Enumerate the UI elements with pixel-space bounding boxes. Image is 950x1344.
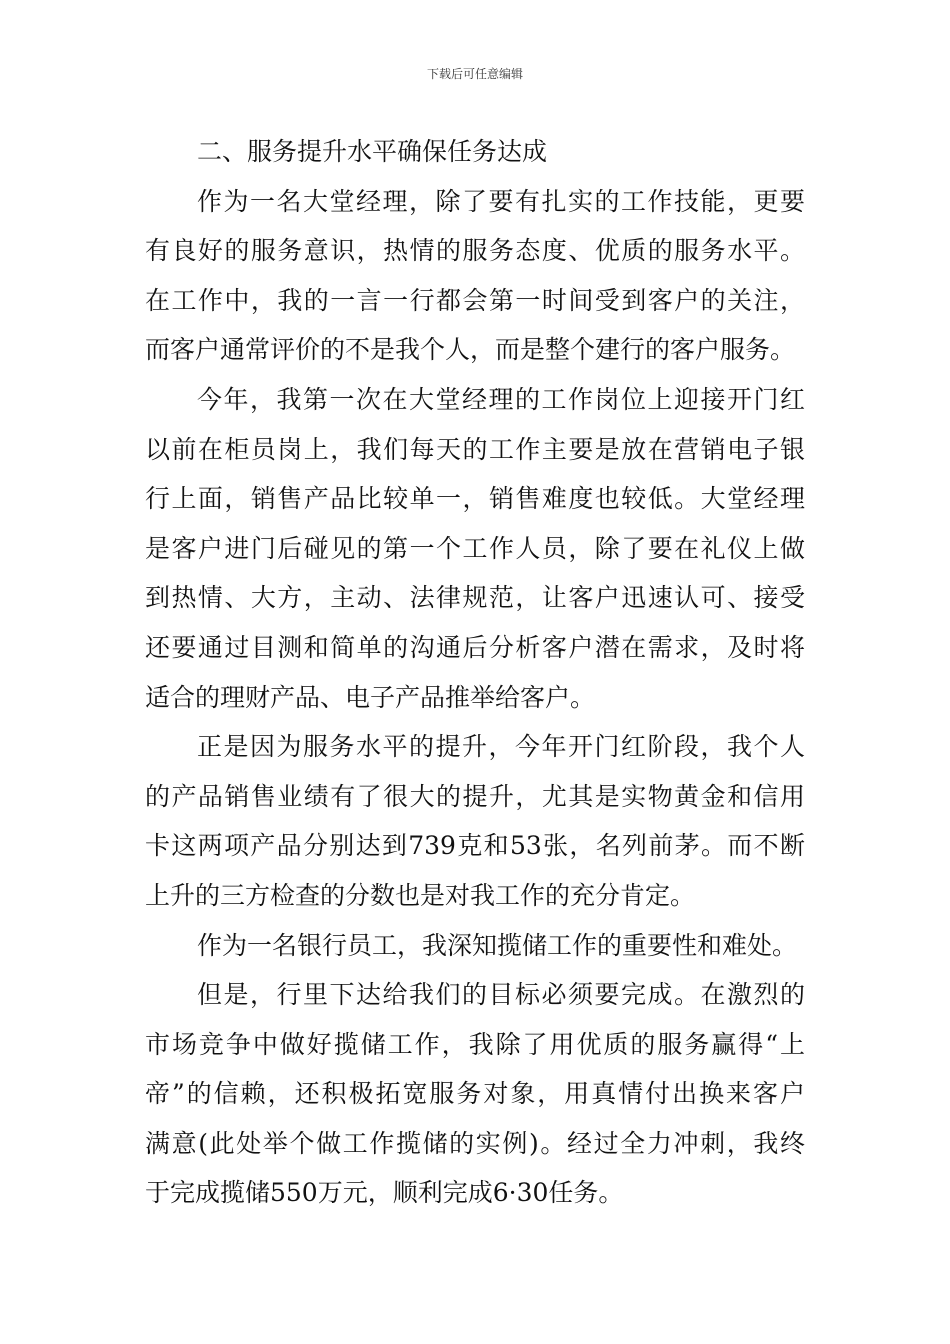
text-line: 于完成揽储550万元，顺利完成6·30任务。	[145, 1178, 624, 1208]
text-line: 以前在柜员岗上，我们每天的工作主要是放在营销电子银	[145, 434, 805, 464]
text-line: 有良好的服务意识，热情的服务态度、优质的服务水平。	[145, 236, 805, 266]
text-line: 正是因为服务水平的提升，今年开门红阶段，我个人	[197, 732, 805, 762]
text-line: 二、服务提升水平确保任务达成	[197, 137, 548, 166]
text-line: 帝”的信赖，还积极拓宽服务对象，用真情付出换来客户	[145, 1079, 805, 1109]
text-line: 到热情、大方，主动、法律规范，让客户迅速认可、接受	[145, 583, 805, 613]
text-line: 市场竞争中做好揽储工作，我除了用优质的服务赢得“上	[145, 1029, 805, 1059]
text-line: 适合的理财产品、电子产品推举给客户。	[145, 682, 596, 712]
text-line: 的产品销售业绩有了很大的提升，尤其是实物黄金和信用	[145, 781, 805, 811]
text-line: 作为一名银行员工，我深知揽储工作的重要性和难处。	[197, 930, 798, 960]
text-line: 满意(此处举个做工作揽储的实例)。经过全力冲刺，我终	[145, 1128, 805, 1158]
text-line: 还要通过目测和简单的沟通后分析客户潜在需求，及时将	[145, 632, 805, 662]
text-line: 行上面，销售产品比较单一，销售难度也较低。大堂经理	[145, 484, 805, 514]
text-line: 上升的三方检查的分数也是对我工作的充分肯定。	[145, 880, 696, 910]
text-line: 作为一名大堂经理，除了要有扎实的工作技能，更要	[197, 186, 805, 216]
text-line: 是客户进门后碰见的第一个工作人员，除了要在礼仪上做	[145, 533, 805, 563]
text-line: 卡这两项产品分别达到739克和53张，名列前茅。而不断	[145, 831, 805, 861]
page-header: 下载后可任意编辑	[426, 67, 523, 81]
text-line: 今年，我第一次在大堂经理的工作岗位上迎接开门红	[197, 384, 805, 414]
document-body	[145, 127, 805, 1218]
text-line: 在工作中，我的一言一行都会第一时间受到客户的关注，	[145, 285, 805, 315]
text-line: 而客户通常评价的不是我个人，而是整个建行的客户服务。	[145, 335, 796, 365]
text-line: 但是，行里下达给我们的目标必须要完成。在激烈的	[197, 980, 805, 1010]
